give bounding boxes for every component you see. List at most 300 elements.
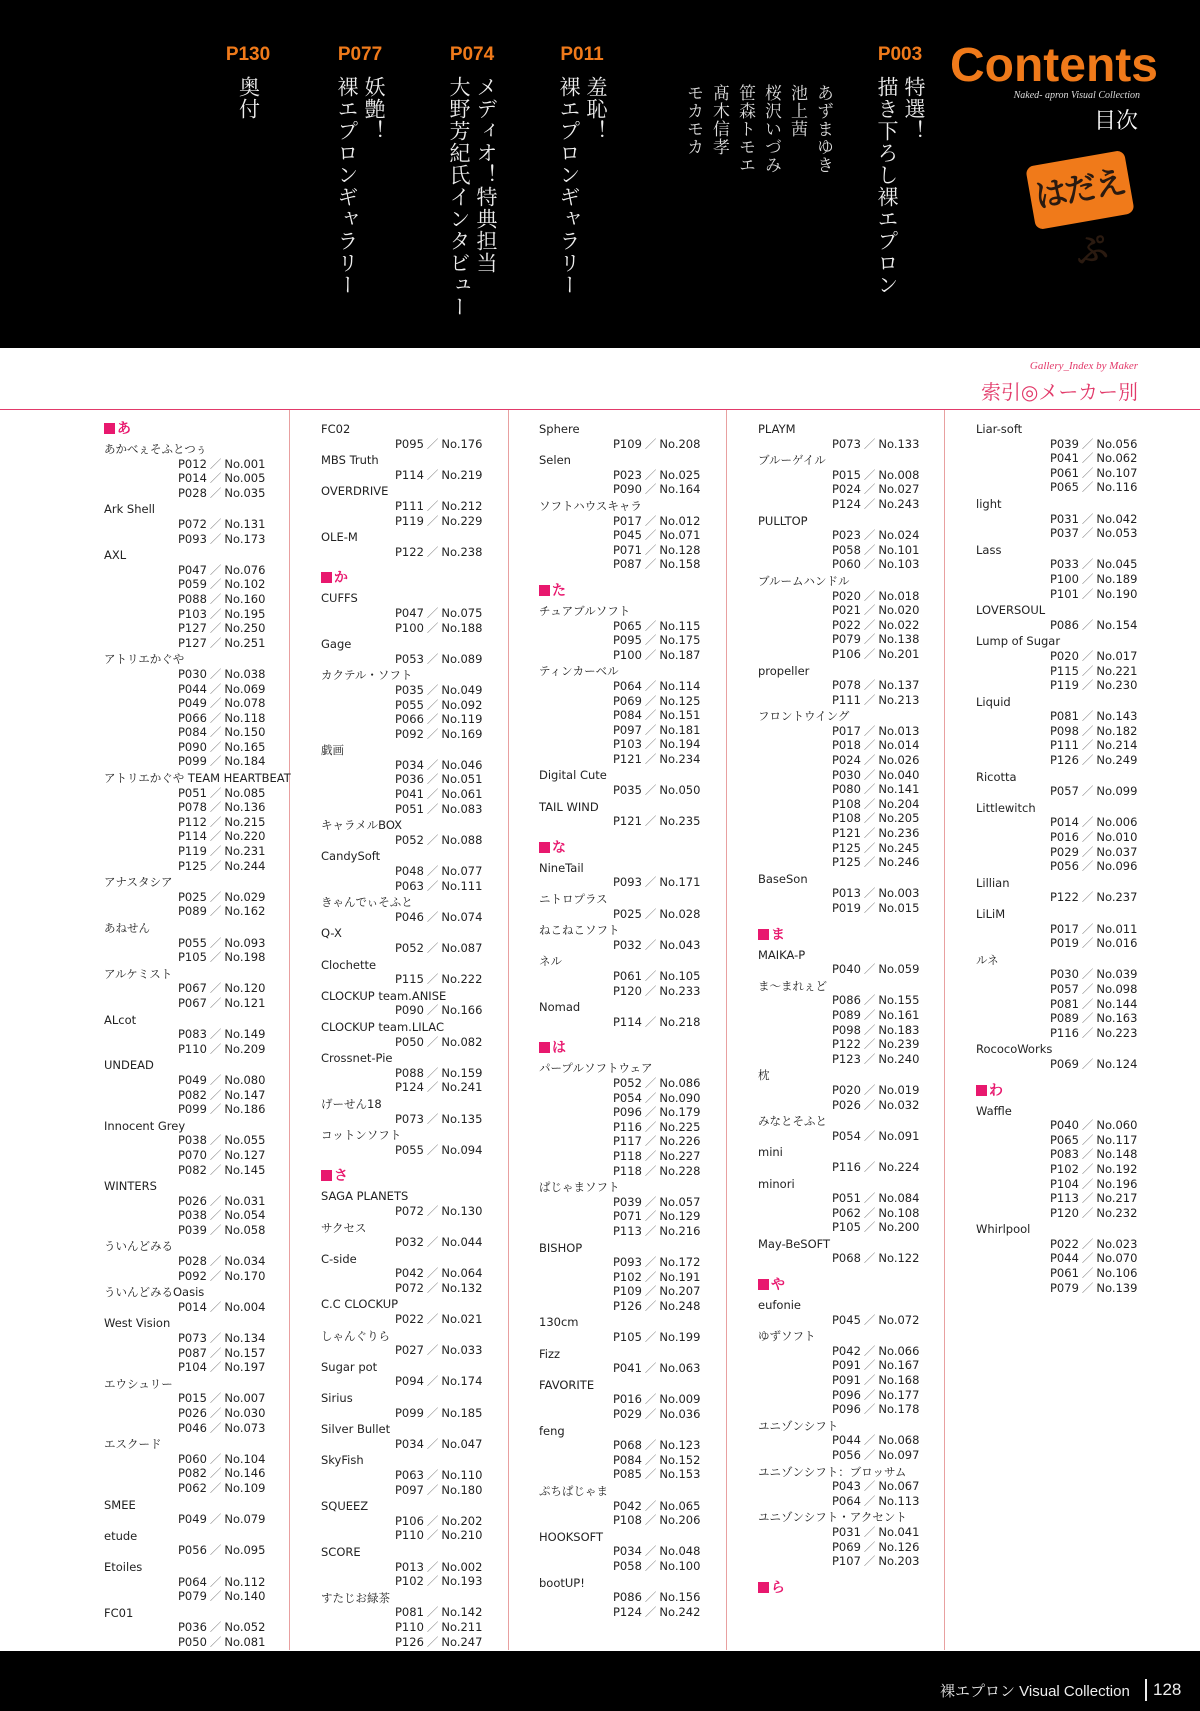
- entry-page: P014: [1050, 815, 1079, 830]
- index-entry: [976, 480, 1166, 495]
- entry-page: P018: [832, 738, 861, 753]
- entry-number: No.159: [441, 1065, 483, 1080]
- entry-page: P112: [178, 814, 207, 829]
- entry-page: P070: [178, 1147, 207, 1162]
- entry-separator: ／: [1081, 1011, 1094, 1026]
- entry-page: P099: [395, 1405, 424, 1420]
- entry-number: No.079: [224, 1512, 266, 1527]
- maker-name: feng: [539, 1423, 565, 1438]
- index-entry: [539, 875, 729, 890]
- section-heading: [539, 1039, 729, 1057]
- entry-page: P056: [178, 1543, 207, 1558]
- entry-number: No.091: [878, 1128, 920, 1143]
- toc-item: [437, 44, 507, 318]
- entry-separator: ／: [426, 1235, 439, 1250]
- index-entry: [976, 724, 1166, 739]
- index-entry: [976, 1057, 1166, 1072]
- maker-name: サクセス: [321, 1220, 367, 1235]
- entry-number: No.048: [659, 1544, 701, 1559]
- maker-name: ねこねこソフト: [539, 923, 620, 938]
- entry-separator: ／: [863, 796, 876, 811]
- entry-page: P040: [832, 962, 861, 977]
- entry-number: No.169: [441, 726, 483, 741]
- maker-name: FC01: [104, 1605, 134, 1620]
- maker-name: SQUEEZ: [321, 1499, 369, 1514]
- entry-number: No.224: [878, 1159, 920, 1174]
- entry-separator: ／: [644, 1438, 657, 1453]
- index-entry: [758, 1313, 948, 1328]
- entry-number: No.114: [659, 678, 701, 693]
- entry-separator: ／: [863, 993, 876, 1008]
- entry-separator: ／: [209, 1589, 222, 1604]
- index-entry: [976, 526, 1166, 541]
- entry-page: P046: [178, 1420, 207, 1435]
- entry-number: No.222: [441, 972, 483, 987]
- index-entry: [758, 797, 948, 812]
- section-label: ま: [771, 926, 785, 943]
- entry-separator: ／: [863, 840, 876, 855]
- entry-separator: ／: [1081, 981, 1094, 996]
- maker-name: AXL: [104, 548, 127, 563]
- logo-text: はだえぷ: [1032, 162, 1128, 272]
- entry-page: P050: [178, 1634, 207, 1649]
- entry-page: P034: [395, 757, 424, 772]
- section-marker: [104, 423, 115, 434]
- entry-separator: ／: [863, 1373, 876, 1388]
- index-entry: [104, 1088, 294, 1103]
- index-entry: [758, 1129, 948, 1144]
- entry-separator: ／: [1081, 648, 1094, 663]
- entry-number: No.191: [659, 1269, 701, 1284]
- entry-separator: ／: [863, 632, 876, 647]
- entry-page: P059: [178, 577, 207, 592]
- entry-page: P085: [613, 1467, 642, 1482]
- index-column: [758, 420, 948, 1601]
- entry-number: No.236: [878, 826, 920, 841]
- entry-number: No.136: [224, 800, 266, 815]
- entry-separator: ／: [426, 1482, 439, 1497]
- index-entry: [104, 1481, 294, 1496]
- entry-number: No.086: [659, 1075, 701, 1090]
- index-entry: [539, 1392, 729, 1407]
- entry-page: P104: [1050, 1176, 1079, 1191]
- entry-number: No.031: [224, 1193, 266, 1208]
- entry-separator: ／: [209, 995, 222, 1010]
- maker-name: SkyFish: [321, 1453, 364, 1468]
- entry-separator: ／: [426, 1203, 439, 1218]
- entry-page: P127: [178, 621, 207, 636]
- entry-number: No.076: [224, 562, 266, 577]
- entry-separator: ／: [209, 666, 222, 681]
- entry-number: No.209: [224, 1041, 266, 1056]
- entry-number: No.013: [878, 723, 920, 738]
- entry-page: P114: [395, 467, 424, 482]
- entry-number: No.050: [659, 783, 701, 798]
- index-column: [104, 420, 294, 1650]
- entry-page: P083: [1050, 1147, 1079, 1162]
- entry-separator: ／: [426, 941, 439, 955]
- entry-page: P097: [613, 722, 642, 737]
- entry-separator: ／: [426, 712, 439, 727]
- index-entry: [104, 1452, 294, 1467]
- entry-separator: ／: [863, 1205, 876, 1220]
- index-entry: [321, 1528, 511, 1543]
- entry-number: No.016: [1096, 936, 1138, 951]
- entry-page: P119: [395, 513, 424, 528]
- entry-separator: ／: [863, 767, 876, 782]
- entry-separator: ／: [209, 1254, 222, 1269]
- entry-number: No.133: [878, 436, 920, 451]
- index-entry: [758, 826, 948, 841]
- entry-number: No.242: [659, 1604, 701, 1619]
- entry-page: P110: [395, 1619, 424, 1634]
- entry-number: No.028: [659, 906, 701, 921]
- entry-page: P101: [1050, 586, 1079, 601]
- entry-separator: ／: [644, 1223, 657, 1238]
- entry-separator: ／: [209, 696, 222, 711]
- index-entry: [104, 1163, 294, 1178]
- index-entry: [104, 1589, 294, 1604]
- index-entry: [539, 543, 729, 558]
- entry-number: No.143: [1096, 709, 1138, 724]
- index-entry: [758, 1023, 948, 1038]
- entry-separator: ／: [1081, 753, 1094, 768]
- entry-page: P102: [395, 1574, 424, 1589]
- index-entry: [758, 437, 948, 452]
- maker-name: ソフトハウスキャラ: [539, 498, 642, 513]
- entry-separator: ／: [209, 516, 222, 531]
- hadaepu-logo: [1025, 150, 1135, 272]
- maker-name: FC02: [321, 422, 351, 436]
- entry-page: P079: [178, 1589, 207, 1604]
- entry-number: No.025: [659, 467, 701, 482]
- entry-page: P023: [613, 467, 642, 482]
- index-entry: [758, 1479, 948, 1494]
- index-entry: [104, 1223, 294, 1238]
- maker-name: ユニゾンシフト・アクセント: [758, 1510, 907, 1525]
- entry-separator: ／: [209, 1451, 222, 1466]
- entry-number: No.099: [1096, 784, 1138, 799]
- entry-number: No.102: [224, 577, 266, 592]
- entry-separator: ／: [426, 1528, 439, 1543]
- index-entry: [321, 1235, 511, 1250]
- entry-separator: ／: [1081, 815, 1094, 830]
- entry-page: P105: [832, 1220, 861, 1235]
- entry-separator: ／: [209, 935, 222, 950]
- entry-number: No.151: [659, 708, 701, 723]
- maker-name: Liar-soft: [976, 422, 1023, 436]
- entry-number: No.251: [224, 635, 266, 650]
- entry-page: P016: [613, 1392, 642, 1407]
- entry-number: No.178: [878, 1402, 920, 1417]
- index-entry: [104, 890, 294, 905]
- entry-separator: ／: [644, 1075, 657, 1090]
- maker-name: 戯画: [321, 743, 344, 758]
- entry-separator: ／: [863, 1402, 876, 1417]
- maker-name: ルネ: [976, 952, 999, 967]
- entry-number: No.047: [441, 1436, 483, 1451]
- maker-name: ま～まれぇど: [758, 978, 827, 993]
- entry-number: No.111: [441, 878, 483, 893]
- index-entry: [758, 647, 948, 662]
- entry-number: No.206: [659, 1513, 701, 1528]
- entry-page: P056: [832, 1448, 861, 1462]
- entry-number: No.021: [441, 1312, 483, 1327]
- index-entry: [976, 1026, 1166, 1041]
- entry-page: P107: [832, 1554, 861, 1569]
- entry-separator: ／: [426, 1065, 439, 1080]
- index-entry: [976, 784, 1166, 799]
- entry-separator: ／: [426, 1605, 439, 1620]
- entry-page: P025: [178, 889, 207, 904]
- entry-separator: ／: [863, 1220, 876, 1235]
- index-entry: [104, 859, 294, 874]
- contents-title: Contents: [950, 39, 1158, 92]
- entry-number: No.172: [659, 1255, 701, 1270]
- entry-page: P108: [832, 796, 861, 811]
- index-entry: [321, 802, 511, 817]
- entry-page: P095: [395, 436, 424, 451]
- entry-number: No.174: [441, 1374, 483, 1389]
- maker-name: Ark Shell: [104, 502, 155, 517]
- entry-number: No.233: [659, 983, 701, 998]
- entry-separator: ／: [1081, 784, 1094, 799]
- maker-name: Fizz: [539, 1346, 561, 1361]
- section-label: は: [552, 1040, 566, 1057]
- entry-page: P113: [613, 1223, 642, 1238]
- maker-name: Etoiles: [104, 1559, 143, 1574]
- entry-separator: ／: [863, 678, 876, 693]
- toc-item: [547, 44, 617, 296]
- entry-number: No.005: [224, 471, 266, 486]
- entry-page: P089: [832, 1007, 861, 1022]
- entry-separator: ／: [209, 1512, 222, 1527]
- contents-header: [0, 0, 1200, 348]
- entry-separator: ／: [1081, 1266, 1094, 1281]
- entry-separator: ／: [863, 1524, 876, 1539]
- entry-number: No.034: [224, 1254, 266, 1269]
- entry-page: P025: [613, 906, 642, 921]
- entry-page: P026: [832, 1097, 861, 1112]
- entry-page: P111: [395, 498, 424, 513]
- entry-separator: ／: [209, 1331, 222, 1346]
- entry-separator: ／: [209, 829, 222, 844]
- section-heading: [976, 1082, 1166, 1100]
- index-entry: [321, 1143, 511, 1158]
- entry-page: P017: [1050, 921, 1079, 936]
- entry-page: P039: [1050, 436, 1079, 451]
- entry-number: No.020: [878, 603, 920, 618]
- entry-page: P036: [178, 1620, 207, 1635]
- entry-number: No.154: [1096, 617, 1138, 632]
- index-entry: [539, 633, 729, 648]
- entry-page: P069: [613, 693, 642, 708]
- entry-separator: ／: [426, 1559, 439, 1574]
- index-entry: [104, 996, 294, 1011]
- entry-separator: ／: [863, 1554, 876, 1569]
- entry-number: No.144: [1096, 996, 1138, 1011]
- entry-page: P057: [1050, 981, 1079, 996]
- entry-page: P020: [832, 588, 861, 603]
- entry-number: No.217: [1096, 1191, 1138, 1206]
- entry-number: No.239: [878, 1037, 920, 1052]
- entry-separator: ／: [644, 751, 657, 766]
- index-entry: [104, 1406, 294, 1421]
- entry-number: No.015: [878, 901, 920, 915]
- entry-page: P026: [178, 1406, 207, 1420]
- maker-name: SCORE: [321, 1544, 361, 1559]
- section-marker: [758, 1279, 769, 1290]
- maker-name: ALcot: [104, 1012, 137, 1027]
- toc-page-number: P130: [225, 44, 271, 65]
- entry-page: P093: [613, 1255, 642, 1270]
- entry-page: P041: [613, 1361, 642, 1376]
- entry-number: No.237: [1096, 890, 1138, 905]
- index-entry: [976, 1133, 1166, 1148]
- entry-number: No.061: [441, 787, 483, 802]
- entry-separator: ／: [209, 1543, 222, 1558]
- entry-separator: ／: [209, 1193, 222, 1208]
- entry-number: No.235: [659, 814, 701, 829]
- entry-separator: ／: [209, 1299, 222, 1314]
- entry-separator: ／: [1081, 1236, 1094, 1251]
- section-marker: [539, 585, 550, 596]
- entry-number: No.240: [878, 1051, 920, 1066]
- index-entry: [321, 1281, 511, 1296]
- entry-number: No.080: [224, 1072, 266, 1087]
- index-entry: [104, 1575, 294, 1590]
- entry-number: No.192: [1096, 1161, 1138, 1176]
- entry-separator: ／: [644, 633, 657, 648]
- entry-page: P100: [613, 647, 642, 662]
- entry-page: P019: [1050, 936, 1079, 951]
- index-entry: [539, 1015, 729, 1030]
- entry-number: No.042: [1096, 511, 1138, 526]
- entry-number: No.156: [659, 1590, 701, 1605]
- entry-separator: ／: [644, 1330, 657, 1345]
- entry-number: No.024: [878, 528, 920, 543]
- entry-number: No.027: [878, 482, 920, 497]
- entry-separator: ／: [644, 1255, 657, 1270]
- entry-separator: ／: [209, 1041, 222, 1056]
- entry-page: P029: [613, 1407, 642, 1422]
- entry-number: No.066: [878, 1343, 920, 1358]
- entry-page: P015: [178, 1391, 207, 1406]
- entry-page: P081: [1050, 709, 1079, 724]
- entry-number: No.101: [878, 542, 920, 557]
- index-entry: [321, 1312, 511, 1327]
- entry-separator: ／: [863, 1082, 876, 1097]
- entry-number: No.119: [441, 712, 483, 727]
- entry-separator: ／: [644, 1467, 657, 1482]
- section-heading: [758, 1579, 948, 1597]
- entry-number: No.157: [224, 1345, 266, 1360]
- entry-separator: ／: [1081, 678, 1094, 693]
- index-entry: [539, 752, 729, 767]
- index-entry: [104, 1133, 294, 1148]
- index-entry: [976, 738, 1166, 753]
- section-heading: [758, 926, 948, 944]
- entry-number: No.071: [659, 528, 701, 543]
- entry-separator: ／: [1081, 1251, 1094, 1266]
- entry-separator: ／: [209, 1574, 222, 1589]
- entry-number: No.041: [878, 1524, 920, 1539]
- entry-separator: ／: [209, 710, 222, 725]
- index-entry: [104, 563, 294, 578]
- entry-separator: ／: [644, 1298, 657, 1313]
- entry-separator: ／: [863, 901, 876, 915]
- entry-page: P044: [178, 681, 207, 696]
- index-entry: [976, 1206, 1166, 1221]
- index-entry: [758, 482, 948, 497]
- index-entry: [539, 1195, 729, 1210]
- entry-page: P097: [395, 1482, 424, 1497]
- entry-number: No.110: [441, 1468, 483, 1482]
- entry-separator: ／: [209, 785, 222, 800]
- index-entry: [758, 782, 948, 797]
- entry-separator: ／: [426, 1513, 439, 1528]
- maker-name: Lillian: [976, 875, 1010, 890]
- entry-page: P060: [178, 1451, 207, 1466]
- maker-name: light: [976, 496, 1002, 511]
- entry-number: No.225: [659, 1119, 701, 1134]
- index-column: [976, 420, 1166, 1295]
- entry-page: P105: [613, 1330, 642, 1345]
- maker-name: RococoWorks: [976, 1042, 1053, 1057]
- index-entry: [321, 833, 511, 848]
- entry-number: No.018: [878, 588, 920, 603]
- entry-number: No.105: [659, 969, 701, 983]
- entry-page: P086: [613, 1590, 642, 1605]
- entry-page: P061: [1050, 1266, 1079, 1281]
- entry-number: No.095: [224, 1543, 266, 1558]
- entry-page: P084: [178, 725, 207, 740]
- artist-name: あずまゆき: [813, 84, 833, 174]
- entry-separator: ／: [644, 969, 657, 983]
- entry-page: P069: [832, 1539, 861, 1554]
- entry-page: P038: [178, 1208, 207, 1223]
- index-entry: [539, 1513, 729, 1528]
- index-entry: [104, 711, 294, 726]
- entry-page: P029: [1050, 844, 1079, 859]
- artist-name: 桜沢いづみ: [761, 84, 781, 174]
- entry-number: No.181: [659, 722, 701, 737]
- index-entry: [104, 1346, 294, 1361]
- maker-name: アトリエかぐや: [104, 652, 185, 667]
- entry-separator: ／: [209, 1147, 222, 1162]
- entry-separator: ／: [209, 1406, 222, 1420]
- entry-number: No.132: [441, 1280, 483, 1295]
- entry-number: No.199: [659, 1330, 701, 1345]
- index-subtitle: Gallery_Index by Maker: [1029, 360, 1138, 372]
- entry-separator: ／: [863, 467, 876, 482]
- entry-page: P016: [1050, 830, 1079, 845]
- entry-page: P055: [178, 935, 207, 950]
- entry-page: P125: [832, 855, 861, 870]
- index-entry: [321, 621, 511, 636]
- entry-number: No.155: [878, 993, 920, 1008]
- index-column: [321, 420, 511, 1649]
- entry-separator: ／: [644, 1194, 657, 1209]
- maker-name: C-side: [321, 1251, 357, 1266]
- entry-number: No.216: [659, 1223, 701, 1238]
- entry-separator: ／: [209, 800, 222, 815]
- index-entry: [758, 1402, 948, 1417]
- entry-page: P090: [395, 1003, 424, 1018]
- entry-separator: ／: [209, 981, 222, 996]
- entry-page: P103: [178, 606, 207, 621]
- entry-number: No.140: [224, 1589, 266, 1604]
